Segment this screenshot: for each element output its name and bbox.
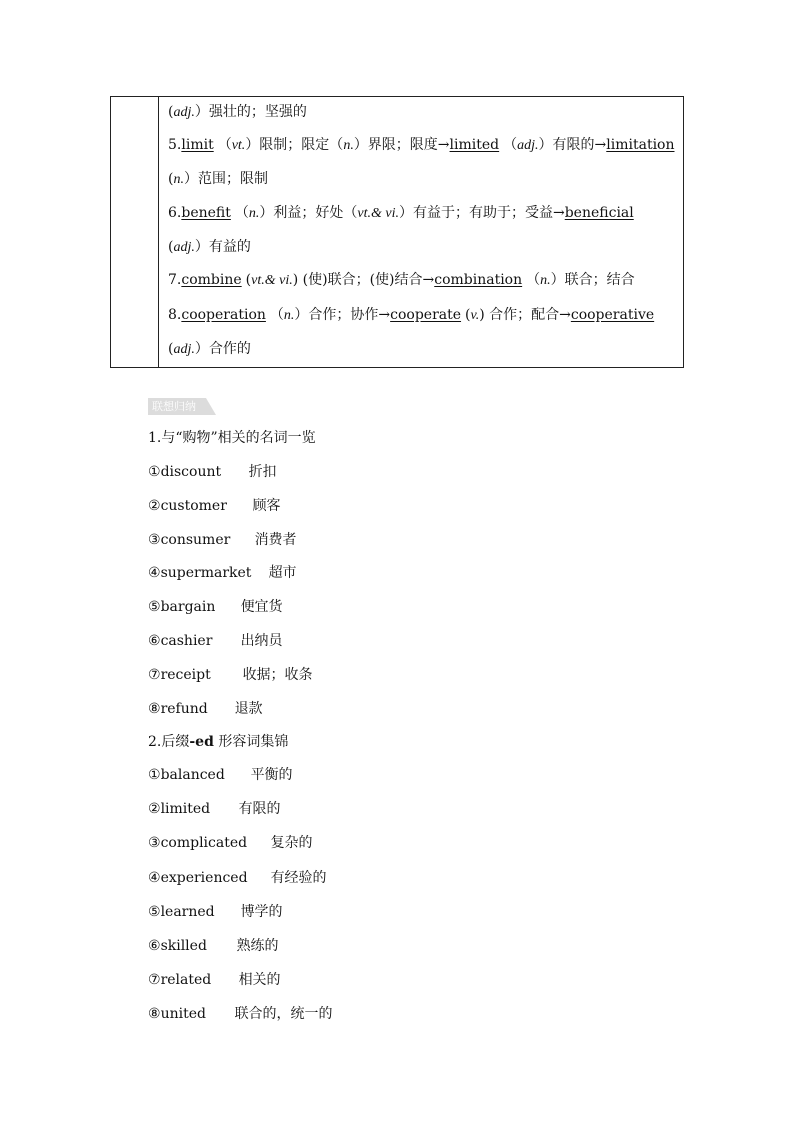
item-number: ① [148,767,161,783]
item-english: supermarket [160,565,252,582]
item-english: related [160,972,212,989]
answer-combination: combination [434,272,523,288]
item-number: ⑧ [148,1006,161,1023]
item-english: united [160,1006,206,1023]
item-number: ⑦ [148,666,161,683]
answer-combine: combine [181,272,242,288]
item-english: cashier [160,633,213,649]
item-english: discount [160,464,222,480]
item-chinese: 退款 [234,700,263,717]
item-number: ③ [148,835,161,852]
item-number: ④ [148,869,161,886]
item-chinese: 出纳员 [240,633,283,649]
item-chinese: 复杂的 [270,835,313,852]
list-item [148,833,313,853]
table-line-8: (adj.）合作的 [168,341,251,357]
table-line-6: 7.combine (vt.& vi.) (使)联合；(使)结合→combination （n.）联合；结合 [168,272,635,288]
section2-title: 2.后缀-ed 形容词集锦 [148,734,289,750]
item-chinese: 博学的 [240,903,283,920]
item-english: refund [160,700,208,717]
answer-limited: limited [449,137,500,153]
table-line-2: 5.limit （vt.）限制；限定（n.）界限；限度→limited （adj.）有限的→limitation [168,135,679,156]
item-chinese: 联合的，统一的 [234,1006,333,1023]
list-item [148,799,281,819]
item-english: receipt [160,666,211,683]
table-left-column [111,97,159,367]
list-item [148,936,279,956]
answer-beneficial: beneficial [564,205,634,221]
item-chinese: 超市 [268,565,297,582]
item-chinese: 有限的 [238,801,281,818]
table-line-4: 6.benefit （n.）利益；好处（vt.& vi.）有益于；有助于；受益→beneficial [168,203,638,224]
item-number: ⑤ [148,903,161,920]
item-number: ⑥ [148,633,161,649]
item-english: customer [160,497,227,514]
table-line-3: (n.）范围；限制 [168,171,268,187]
list-item [148,631,283,651]
section1-title: 1.与“购物”相关的名词一览 [148,430,316,446]
list-item [148,1004,333,1024]
list-item [148,496,281,516]
table-line-7: 8.cooperation （n.）合作；协作→cooperate (v.) 合作；配合→cooperative [168,305,658,326]
item-number: ⑥ [148,938,161,954]
item-chinese: 相关的 [238,972,281,989]
vocab-table [110,96,684,368]
item-chinese: 收据；收条 [242,666,313,683]
item-number: ⑦ [148,972,161,989]
item-chinese: 熟练的 [236,938,279,954]
item-chinese: 顾客 [252,497,281,514]
item-english: learned [160,903,215,920]
answer-cooperate: cooperate [390,307,462,323]
item-english: limited [160,801,211,818]
answer-benefit: benefit [181,205,231,221]
table-line-5: (adj.）有益的 [168,239,251,255]
item-chinese: 平衡的 [250,767,293,783]
item-number: ③ [148,531,161,548]
table-line-1: (adj.）强壮的；坚强的 [168,104,307,120]
item-chinese: 便宜货 [240,599,283,616]
list-item [148,563,297,583]
list-item [148,902,283,922]
answer-cooperative: cooperative [570,307,655,323]
list-item [148,462,277,482]
item-english: skilled [160,938,207,954]
item-number: ⑤ [148,599,161,616]
list-item [148,530,297,550]
item-chinese: 消费者 [254,531,297,548]
list-item [148,970,281,990]
answer-limitation: limitation [606,137,675,153]
list-item [148,868,327,888]
item-chinese: 折扣 [248,464,277,480]
item-english: consumer [160,531,231,548]
item-number: ⑧ [148,700,161,717]
item-number: ② [148,497,161,514]
list-item [148,597,283,617]
section-badge: 联想归纳 [148,398,206,415]
item-english: complicated [160,835,248,852]
item-english: experienced [160,869,248,886]
item-number: ② [148,801,161,818]
item-english: bargain [160,599,216,616]
answer-limit: limit [181,137,214,153]
list-item [148,699,263,719]
answer-cooperation: cooperation [181,307,266,323]
item-english: balanced [160,767,225,783]
item-number: ① [148,464,161,480]
item-number: ④ [148,565,161,582]
list-item [148,665,313,685]
item-chinese: 有经验的 [270,869,327,886]
list-item [148,765,293,785]
